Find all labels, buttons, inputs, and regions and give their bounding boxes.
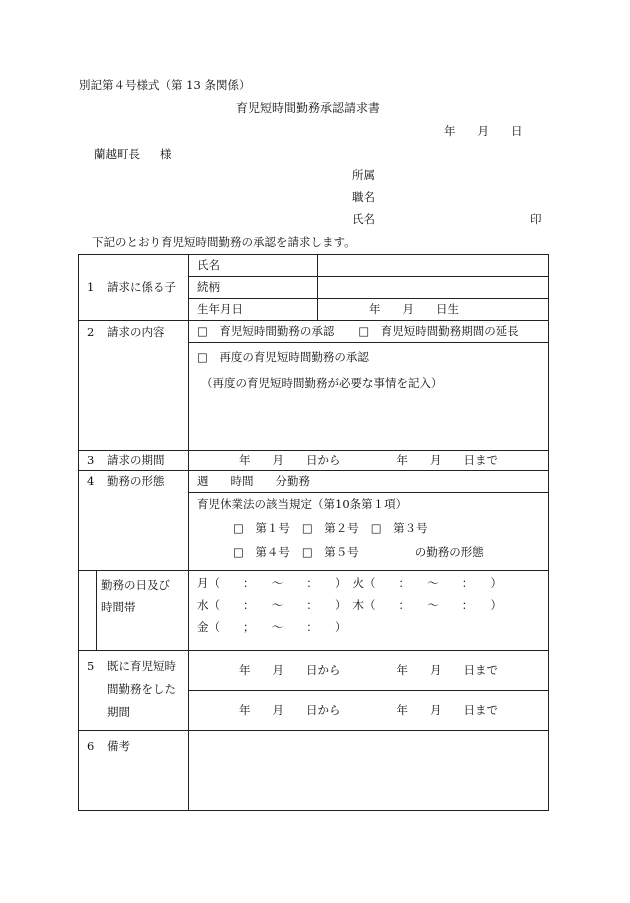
provision-item-5-checkbox[interactable]: □ 第５号 [301,544,359,559]
reapproval-note: （再度の育児短時間勤務が必要な事情を記入） [201,375,443,390]
birth-day-unit: 日生 [436,301,459,316]
wednesday-time-field[interactable]: 水（ ： ～ ： ） [197,597,347,612]
content-options-line [189,321,549,343]
schedule-times-cell [189,571,549,651]
monday-time-field[interactable]: 月（ ： ～ ： ） [197,576,347,590]
friday-time-field[interactable]: 金（ ； ～ ： ） [197,619,347,634]
seal-mark: 印 [530,212,542,226]
child-name-field[interactable] [318,255,549,277]
addressee-honorific: 様 [160,147,172,161]
remarks-section-label: 6 備考 [79,731,189,811]
thursday-time-field[interactable]: 木（ ： ～ ： ） [352,597,502,612]
law-provision-cell [189,493,549,571]
option-approval-checkbox[interactable]: □ 育児短時間勤務の承認 [197,323,335,338]
remarks-row [79,731,549,811]
provision-items-line-1 [197,522,548,536]
request-date [444,125,523,139]
schedule-line-1 [197,577,548,591]
tuesday-time-field[interactable]: 火（ ： ～ ： ） [352,576,502,590]
provision-item-3-checkbox[interactable]: □ 第３号 [370,520,428,535]
birth-year-unit: 年 [369,301,381,316]
schedule-row [79,571,549,651]
date-day: 日 [511,124,523,138]
child-birthdate-field[interactable] [318,299,549,321]
previous-period-field-2[interactable]: 年 月 日から 年 月 日まで [189,691,549,731]
date-year: 年 [444,124,456,138]
period-section-label: 3 請求の期間 [79,451,189,471]
period-field[interactable]: 年 月 日から 年 月 日まで [189,451,549,471]
intro-text: 下記のとおり育児短時間勤務の承認を請求します。 [92,235,356,249]
schedule-line-2 [197,599,548,613]
date-month: 月 [477,124,489,138]
provision-items-line-2 [197,546,548,560]
child-name-row [79,255,549,277]
option-reapproval-checkbox[interactable]: □ 再度の育児短時間勤務の承認 [197,350,369,364]
weekly-hours-field[interactable]: 週 時間 分勤務 [189,471,549,493]
previous-section-label: 5 既に育児短時 間勤務をした 期間 [79,651,189,731]
schedule-line-3 [197,621,548,635]
law-provision-label: 育児休業法の該当規定（第10条第１項） [197,497,408,511]
work-section-label: 4 勤務の形態 [79,471,189,571]
content-row-1 [79,321,549,343]
schedule-indent-cell [79,571,97,651]
weekly-hours-row [79,471,549,493]
content-section-label: 2 請求の内容 [79,321,189,451]
addressee-name: 蘭越町長 [94,147,140,161]
provision-form-suffix: の勤務の形態 [414,544,484,559]
content-reapproval-cell [189,343,549,451]
document-title: 育児短時間勤務承認請求書 [236,101,381,115]
affiliation-label: 所属 [352,168,375,182]
provision-item-1-checkbox[interactable]: □ 第１号 [233,520,290,535]
provision-item-2-checkbox[interactable]: □ 第２号 [301,520,359,535]
child-birthdate-label: 生年月日 [189,299,318,321]
child-relation-field[interactable] [318,277,549,299]
previous-period-field-1[interactable]: 年 月 日から 年 月 日まで [189,651,549,691]
applicant-name-label: 氏名 [352,212,375,226]
remarks-field[interactable] [189,731,549,811]
child-name-label: 氏名 [189,255,318,277]
child-relation-label: 続柄 [189,277,318,299]
position-label: 職名 [352,190,375,204]
request-form-table [78,254,549,811]
provision-item-4-checkbox[interactable]: □ 第４号 [233,544,290,559]
child-section-label: 1 請求に係る子 [79,255,189,321]
form-reference: 別記第４号様式（第 13 条関係） [79,78,251,92]
option-extension-checkbox[interactable]: □ 育児短時間勤務期間の延長 [358,323,519,338]
previous-period-row-1 [79,651,549,691]
birth-month-unit: 月 [402,301,414,316]
period-row [79,451,549,471]
addressee [94,148,172,162]
schedule-label-cell: 勤務の日及び 時間帯 [97,571,189,651]
